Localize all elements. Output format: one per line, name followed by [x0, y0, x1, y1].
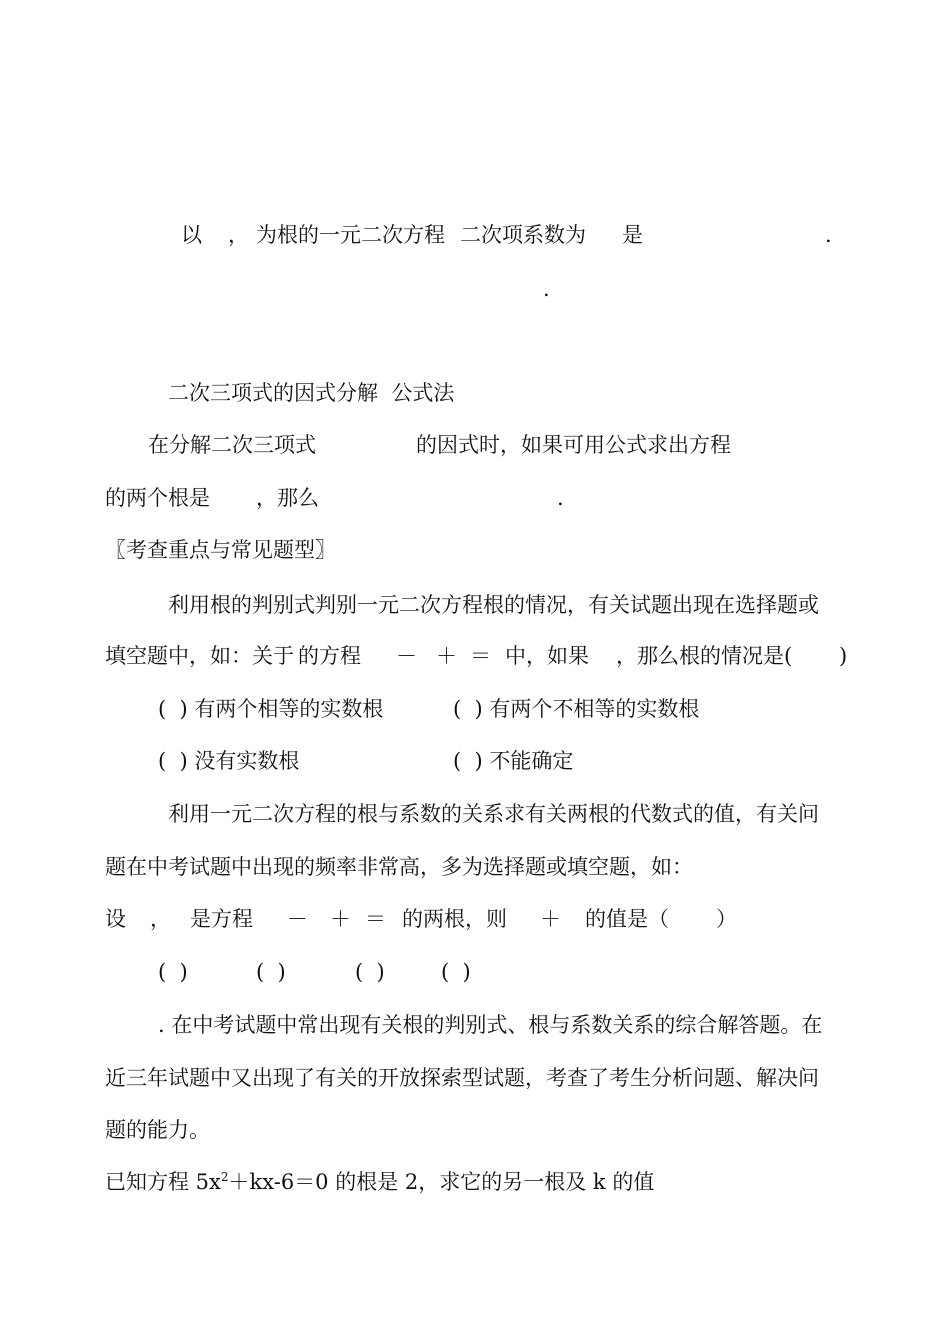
text-fragment: 已知方程 5x: [105, 1170, 221, 1194]
text-fragment: 以: [181, 223, 202, 247]
text-fragment: ＋kx-6＝0 的根是 2，求它的另一根及 k 的值: [228, 1170, 655, 1194]
choice-option: ( ): [355, 960, 385, 984]
text-line: 题在中考试题中出现的频率非常高，多为选择题或填空题，如：: [105, 855, 693, 879]
text-line: 利用一元二次方程的根与系数的关系求有关两根的代数式的值，有关问: [168, 802, 819, 826]
text-fragment: ＋: [540, 907, 561, 931]
text-fragment: 设: [105, 907, 126, 931]
choice-option: ( ) 有两个相等的实数根: [158, 697, 384, 721]
text-fragment: 填空题中，如：关于: [105, 644, 294, 668]
subheading: 二次三项式的因式分解 公式法: [168, 381, 455, 405]
text-fragment: ，: [150, 907, 171, 931]
text-fragment: 是: [622, 223, 643, 247]
text-fragment: .: [543, 277, 550, 301]
text-line: 利用根的判别式判别一元二次方程根的情况，有关试题出现在选择题或: [168, 593, 819, 617]
text-fragment: ＋: [436, 644, 457, 668]
text-fragment: ，那么: [256, 486, 319, 510]
text-fragment: .: [825, 223, 832, 247]
superscript: 2: [220, 1170, 229, 1184]
text-fragment: 的两个根是: [105, 486, 210, 510]
text-fragment: 在分解二次三项式: [148, 433, 316, 457]
text-fragment: －: [287, 907, 308, 931]
text-fragment: .: [557, 486, 564, 510]
text-fragment: 为根的一元二次方程: [256, 223, 445, 247]
choice-option: ( ) 没有实数根: [158, 749, 300, 773]
text-fragment: ): [839, 644, 848, 668]
text-fragment: 的值是（: [585, 907, 669, 931]
choice-option: ( ) 有两个不相等的实数根: [453, 697, 700, 721]
text-fragment: 是方程: [190, 907, 253, 931]
text-fragment: 的方程: [298, 644, 361, 668]
text-fragment: 的两根，则: [402, 907, 507, 931]
text-fragment: ＝: [470, 644, 491, 668]
text-line: 近三年试题中又出现了有关的开放探索型试题，考查了考生分析问题、解决问: [105, 1066, 819, 1090]
choice-option: ( ): [158, 960, 188, 984]
choice-option: ( ): [256, 960, 286, 984]
text-line: . 在中考试题中常出现有关根的判别式、根与系数关系的综合解答题。在: [158, 1013, 823, 1037]
text-fragment: ，: [228, 223, 249, 247]
text-fragment: ＝: [365, 907, 386, 931]
choice-option: ( ) 不能确定: [453, 749, 574, 773]
choice-option: ( ): [441, 960, 471, 984]
example-problem: [105, 1171, 654, 1193]
text-fragment: －: [396, 644, 417, 668]
text-line: 题的能力。: [105, 1118, 210, 1142]
text-fragment: ＋: [330, 907, 351, 931]
section-heading: 〖考查重点与常见题型〗: [105, 538, 336, 562]
text-fragment: ）: [716, 907, 737, 931]
text-fragment: 中，如果: [505, 644, 589, 668]
text-fragment: ，那么根的情况是(: [616, 644, 793, 668]
text-fragment: 的因式时，如果可用公式求出方程: [416, 433, 731, 457]
text-fragment: 二次项系数为: [460, 223, 586, 247]
